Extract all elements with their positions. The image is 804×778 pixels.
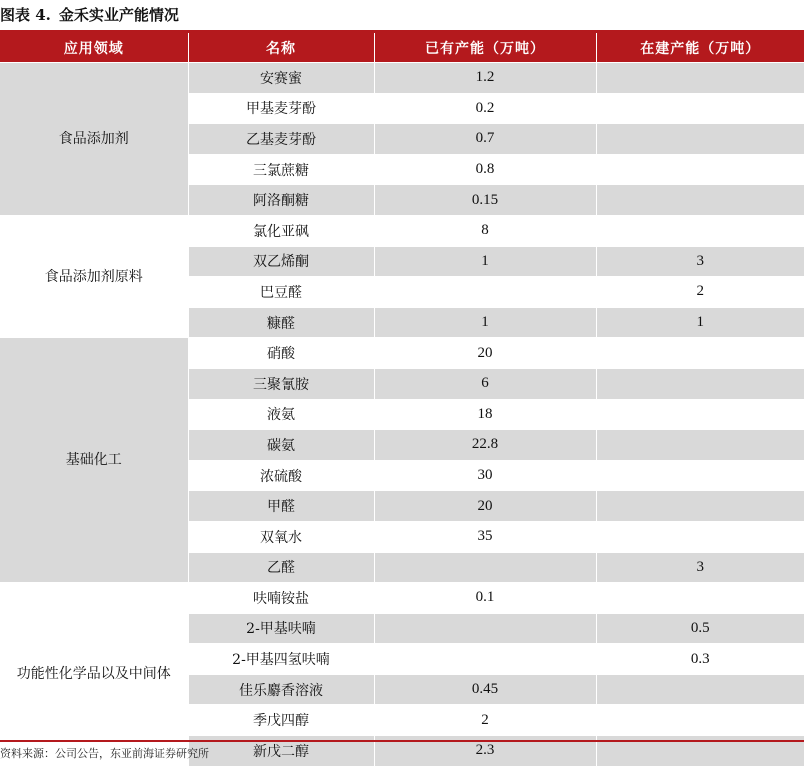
product-name-cell: 三氯蔗糖 — [188, 154, 374, 185]
building-capacity-cell — [596, 491, 804, 522]
building-capacity-cell: 3 — [596, 246, 804, 277]
existing-capacity-cell: 0.2 — [374, 93, 596, 124]
existing-capacity-cell — [374, 644, 596, 675]
table-header-row — [0, 33, 804, 63]
existing-capacity-cell: 20 — [374, 338, 596, 369]
product-name-cell: 糠醛 — [188, 307, 374, 338]
product-name-cell: 氯化亚砜 — [188, 215, 374, 246]
existing-capacity-cell: 0.45 — [374, 674, 596, 705]
existing-capacity-cell: 0.7 — [374, 124, 596, 155]
product-name-cell: 甲基麦芽酚 — [188, 93, 374, 124]
building-capacity-cell — [596, 63, 804, 94]
category-cell: 食品添加剂原料 — [0, 215, 188, 337]
product-name-cell: 巴豆醛 — [188, 277, 374, 308]
building-capacity-cell — [596, 338, 804, 369]
building-capacity-cell: 2 — [596, 277, 804, 308]
product-name-cell: 双乙烯酮 — [188, 246, 374, 277]
product-name-cell: 呋喃铵盐 — [188, 583, 374, 614]
building-capacity-cell — [596, 215, 804, 246]
table-row — [0, 338, 804, 369]
existing-capacity-cell: 30 — [374, 460, 596, 491]
building-capacity-cell — [596, 399, 804, 430]
existing-capacity-cell: 1.2 — [374, 63, 596, 94]
existing-capacity-cell: 0.8 — [374, 154, 596, 185]
building-capacity-cell — [596, 674, 804, 705]
product-name-cell: 2-甲基四氢呋喃 — [188, 644, 374, 675]
source-note: 资料来源：公司公告，东亚前海证券研究所 — [0, 747, 209, 760]
product-name-cell: 安赛蜜 — [188, 63, 374, 94]
table-row — [0, 215, 804, 246]
existing-capacity-cell: 2 — [374, 705, 596, 736]
building-capacity-cell — [596, 368, 804, 399]
figure-caption: 金禾实业产能情况 — [58, 6, 179, 24]
table-row — [0, 63, 804, 94]
existing-capacity-cell: 0.1 — [374, 583, 596, 614]
building-capacity-cell — [596, 583, 804, 614]
existing-capacity-cell: 2.3 — [374, 736, 596, 766]
existing-capacity-cell — [374, 613, 596, 644]
category-cell: 功能性化学品以及中间体 — [0, 583, 188, 766]
building-capacity-cell — [596, 154, 804, 185]
existing-capacity-cell — [374, 552, 596, 583]
building-capacity-cell: 1 — [596, 307, 804, 338]
header-application-field: 应用领域 — [0, 33, 188, 63]
product-name-cell: 甲醛 — [188, 491, 374, 522]
building-capacity-cell — [596, 430, 804, 461]
building-capacity-cell: 3 — [596, 552, 804, 583]
existing-capacity-cell: 18 — [374, 399, 596, 430]
category-cell: 食品添加剂 — [0, 63, 188, 216]
existing-capacity-cell: 6 — [374, 368, 596, 399]
building-capacity-cell — [596, 185, 804, 216]
product-name-cell: 浓硫酸 — [188, 460, 374, 491]
header-existing-capacity: 已有产能（万吨） — [374, 33, 596, 63]
building-capacity-cell — [596, 521, 804, 552]
table-body — [0, 63, 804, 766]
building-capacity-cell — [596, 93, 804, 124]
product-name-cell: 佳乐麝香溶液 — [188, 674, 374, 705]
header-building-capacity: 在建产能（万吨） — [596, 33, 804, 63]
existing-capacity-cell: 1 — [374, 307, 596, 338]
existing-capacity-cell: 20 — [374, 491, 596, 522]
existing-capacity-cell: 35 — [374, 521, 596, 552]
existing-capacity-cell: 1 — [374, 246, 596, 277]
product-name-cell: 液氨 — [188, 399, 374, 430]
product-name-cell: 新戊二醇 — [188, 736, 374, 766]
building-capacity-cell — [596, 705, 804, 736]
building-capacity-cell: 0.5 — [596, 613, 804, 644]
product-name-cell: 乙醛 — [188, 552, 374, 583]
header-product-name: 名称 — [188, 33, 374, 63]
category-cell: 基础化工 — [0, 338, 188, 583]
existing-capacity-cell: 8 — [374, 215, 596, 246]
figure-title — [0, 0, 179, 30]
product-name-cell: 硝酸 — [188, 338, 374, 369]
product-name-cell: 阿洛酮糖 — [188, 185, 374, 216]
figure-number: 图表 4. — [0, 6, 51, 24]
existing-capacity-cell: 22.8 — [374, 430, 596, 461]
table-row — [0, 583, 804, 614]
building-capacity-cell: 0.3 — [596, 644, 804, 675]
existing-capacity-cell — [374, 277, 596, 308]
existing-capacity-cell: 0.15 — [374, 185, 596, 216]
product-name-cell: 三聚氰胺 — [188, 368, 374, 399]
building-capacity-cell — [596, 460, 804, 491]
product-name-cell: 双氧水 — [188, 521, 374, 552]
building-capacity-cell — [596, 124, 804, 155]
product-name-cell: 2-甲基呋喃 — [188, 613, 374, 644]
product-name-cell: 碳氨 — [188, 430, 374, 461]
capacity-table — [0, 33, 804, 766]
bottom-rule — [0, 740, 804, 742]
product-name-cell: 季戊四醇 — [188, 705, 374, 736]
product-name-cell: 乙基麦芽酚 — [188, 124, 374, 155]
